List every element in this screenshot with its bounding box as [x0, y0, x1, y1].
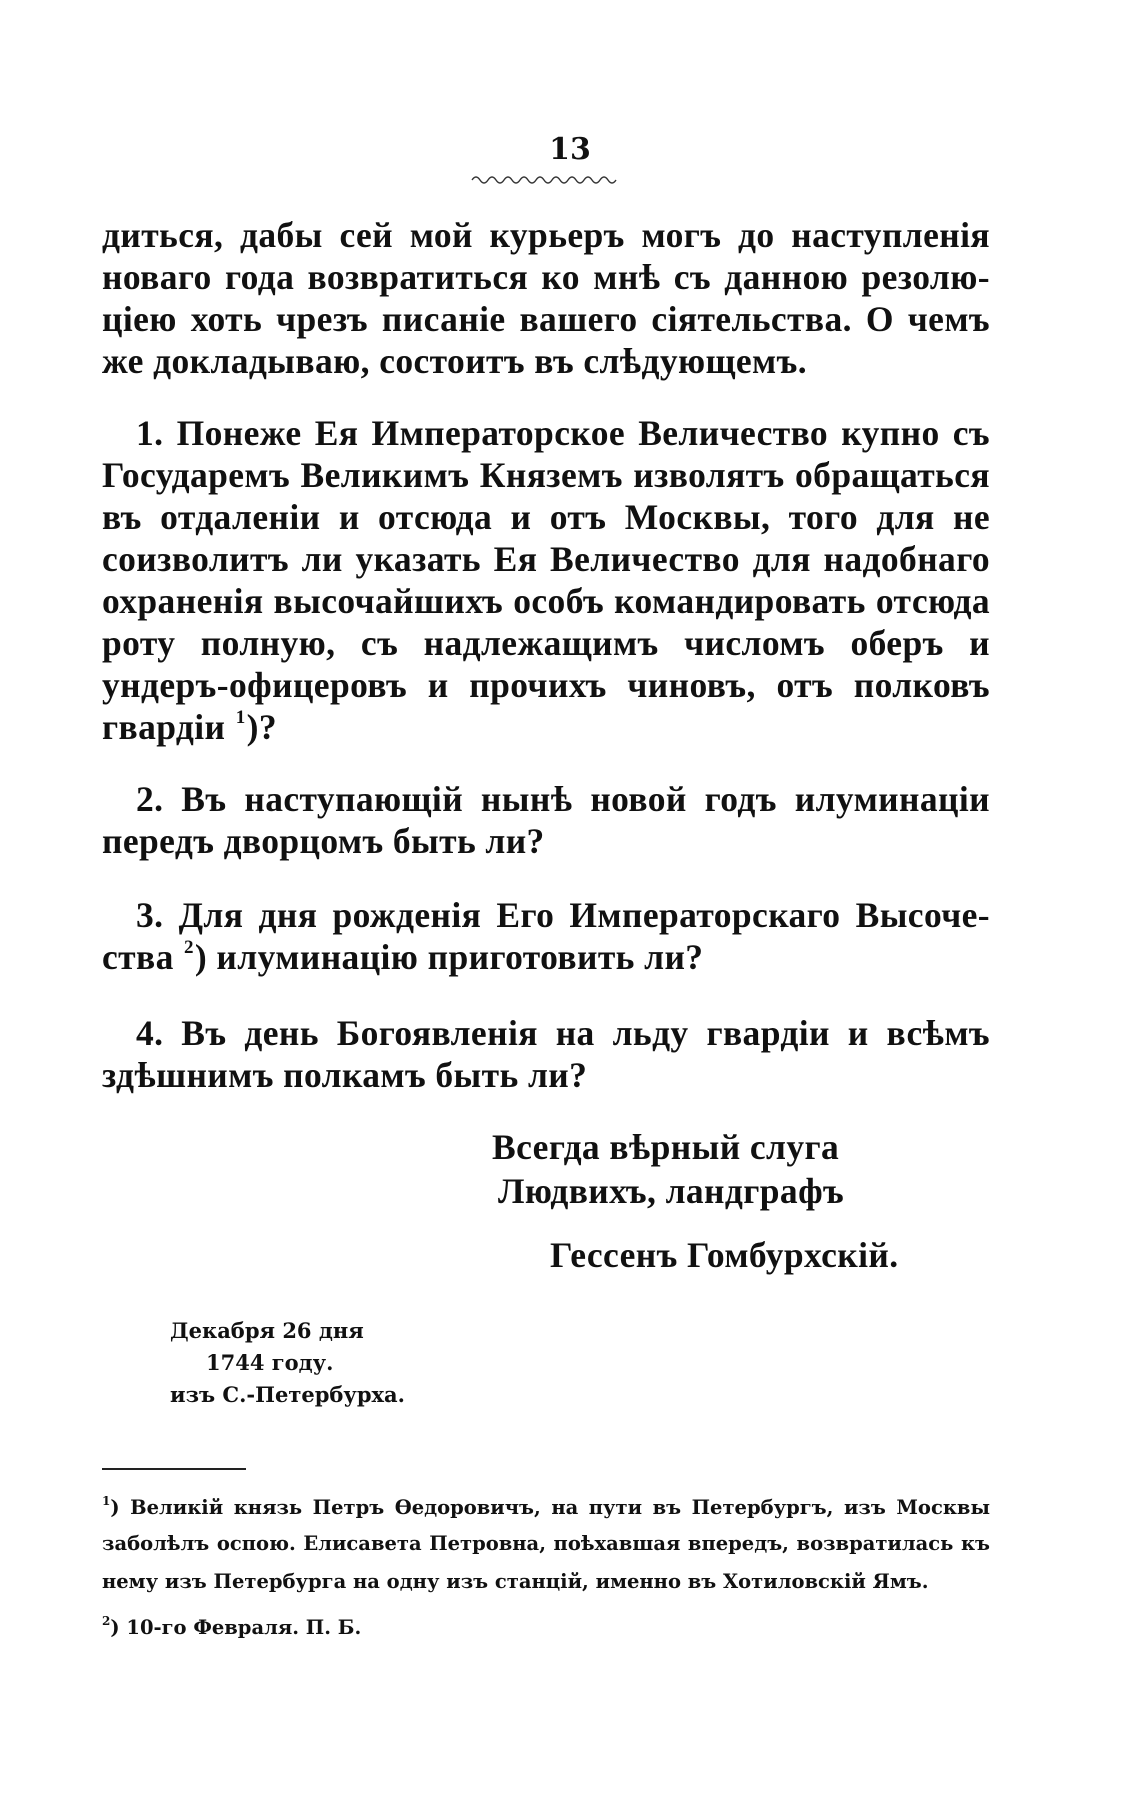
text-line: въ отдаленіи и отсюда и отъ Москвы, того для не — [102, 497, 990, 537]
text-line: передъ дворцомъ быть ли? — [102, 821, 545, 861]
item1-last-word: гвардіи — [102, 707, 226, 747]
text-line — [102, 706, 277, 748]
text-line: соизволитъ ли указать Ея Величество для надобнаго — [102, 539, 990, 579]
ornament-divider — [470, 172, 620, 186]
text-line: 2. Въ наступающій нынѣ новой годъ илуминаціи — [136, 779, 990, 819]
signature-line: Гессенъ Гомбурхскій. — [550, 1235, 899, 1275]
footnote-mark: 2 — [102, 1614, 111, 1628]
text-line: роту полную, съ надлежащимъ числомъ оберъ и — [102, 623, 990, 663]
date-line: Декабря 26 дня — [170, 1318, 364, 1343]
text-line: же докладываю, состоитъ въ слѣдующемъ. — [102, 341, 808, 381]
footnote-ref-1: 1 — [235, 707, 246, 728]
text-line: диться, дабы сей мой курьеръ могъ до наступленія — [102, 215, 990, 255]
text-line: охраненія высочайшихъ особъ командировать отсюда — [102, 581, 990, 621]
item1-ending: )? — [246, 707, 277, 747]
item3-word: ства — [102, 937, 174, 977]
date-line: 1744 году. — [206, 1350, 334, 1375]
footnote-text: ) Великій князь Петръ Ѳедоровичъ, на пути въ Петербургъ, изъ Москвы — [110, 1496, 990, 1519]
text-line: ціею хоть чрезъ писаніе вашего сіятельства. О чемъ — [102, 299, 990, 339]
text-line: 1. Понеже Ея Императорское Величество купно съ — [136, 413, 990, 453]
footnote-mark: 1 — [102, 1494, 111, 1508]
footnote-2 — [102, 1614, 361, 1639]
text-line: здѣшнимъ полкамъ быть ли? — [102, 1055, 588, 1095]
footnote-1-line: заболѣлъ оспою. Елисавета Петровна, поѣхавшая впередъ, возвратилась къ — [102, 1532, 990, 1555]
footnote-text: ) 10-го Февраля. П. Б. — [110, 1616, 362, 1639]
text-line: 3. Для дня рожденія Его Императорскаго Высоче- — [136, 895, 990, 935]
footnote-1-line: нему изъ Петербурга на одну изъ станцій, именно въ Хотиловскій Ямъ. — [102, 1570, 929, 1593]
item3-rest: ) илуминацію приготовить ли? — [194, 937, 704, 977]
text-line — [102, 936, 703, 978]
footnote-1 — [102, 1494, 990, 1519]
signature-line: Всегда вѣрный слуга — [492, 1127, 840, 1167]
page-number: 13 — [549, 132, 591, 167]
text-line: Государемъ Великимъ Княземъ изволятъ обращаться — [102, 455, 990, 495]
date-line: изъ С.-Петербурха. — [170, 1382, 405, 1407]
footnote-rule — [102, 1468, 246, 1470]
text-line: ундеръ-офицеровъ и прочихъ чиновъ, отъ полковъ — [102, 665, 990, 705]
signature-line: Людвихъ, ландграфъ — [498, 1171, 845, 1211]
text-line: 4. Въ день Богоявленія на льду гвардіи и всѣмъ — [136, 1013, 990, 1053]
footnote-ref-2: 2 — [184, 937, 194, 958]
text-line: новаго года возвратиться ко мнѣ съ данною резолю- — [102, 257, 990, 297]
